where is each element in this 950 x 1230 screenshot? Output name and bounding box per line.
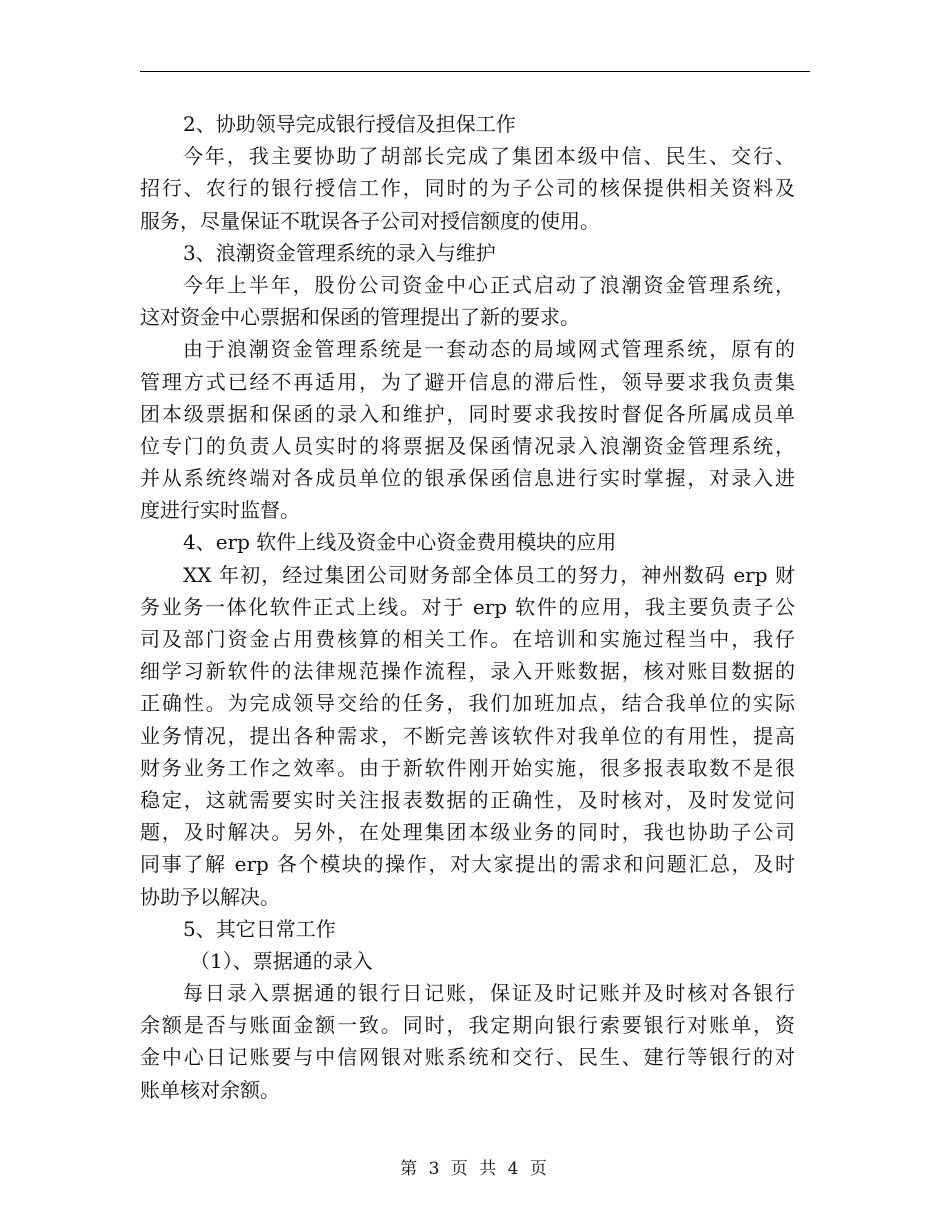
- text-line: 业务情况，提出各种需求，不断完善该软件对我单位的有用性，提高: [140, 723, 795, 748]
- text-line: 细学习新软件的法律规范操作流程，录入开账数据，核对账目数据的: [140, 659, 795, 684]
- text-line: 财务业务工作之效率。由于新软件刚开始实施，很多报表取数不是很: [140, 755, 795, 780]
- text-line: 稳定，这就需要实时关注报表数据的正确性，及时核对，及时发觉问: [140, 787, 795, 812]
- text-line: 余额是否与账面金额一致。同时，我定期向银行索要银行对账单，资: [140, 1013, 795, 1038]
- text-line: 位专门的负责人员实时的将票据及保函情况录入浪潮资金管理系统，: [140, 433, 795, 458]
- text-line: 同事了解 erp 各个模块的操作，对大家提出的需求和问题汇总，及时: [140, 852, 795, 877]
- text-line: 题，及时解决。另外，在处理集团本级业务的同时，我也协助子公司: [140, 820, 795, 845]
- text-line: 每日录入票据通的银行日记账，保证及时记账并及时核对各银行: [183, 981, 795, 1006]
- text-line: （1）、票据通的录入: [190, 948, 373, 973]
- text-line: 今年上半年，股份公司资金中心正式启动了浪潮资金管理系统，: [183, 272, 795, 297]
- text-line: 3、浪潮资金管理系统的录入与维护: [183, 240, 496, 265]
- text-line: 务业务一体化软件正式上线。对于 erp 软件的应用，我主要负责子公: [140, 594, 795, 619]
- text-line: 团本级票据和保函的录入和维护，同时要求我按时督促各所属成员单: [140, 401, 795, 426]
- text-line: 账单核对余额。: [140, 1077, 280, 1102]
- text-line: 招行、农行的银行授信工作，同时的为子公司的核保提供相关资料及: [140, 176, 795, 201]
- text-line: 正确性。为完成领导交给的任务，我们加班加点，结合我单位的实际: [140, 691, 795, 716]
- header-rule: [140, 71, 810, 72]
- text-line: 司及部门资金占用费核算的相关工作。在培训和实施过程当中，我仔: [140, 627, 795, 651]
- text-line: 今年，我主要协助了胡部长完成了集团本级中信、民生、交行、: [183, 144, 795, 169]
- text-line: 并从系统终端对各成员单位的银承保函信息进行实时掌握，对录入进: [140, 466, 795, 491]
- text-line: 4、erp 软件上线及资金中心资金费用模块的应用: [183, 530, 617, 555]
- document-body: [140, 108, 795, 1106]
- text-line: XX 年初，经过集团公司财务部全体员工的努力，神州数码 erp 财: [183, 562, 795, 587]
- text-line: 2、协助领导完成银行授信及担保工作: [183, 112, 516, 136]
- text-line: 服务，尽量保证不耽误各子公司对授信额度的使用。: [140, 208, 600, 233]
- text-line: 金中心日记账要与中信网银对账系统和交行、民生、建行等银行的对: [140, 1045, 795, 1070]
- text-line: 管理方式已经不再适用，为了避开信息的滞后性，领导要求我负责集: [140, 369, 795, 394]
- text-line: 由于浪潮资金管理系统是一套动态的局域网式管理系统，原有的: [183, 337, 795, 362]
- text-line: 5、其它日常工作: [183, 916, 336, 941]
- text-line: 这对资金中心票据和保函的管理提出了新的要求。: [140, 305, 580, 330]
- page-number: 第 3 页 共 4 页: [400, 1159, 550, 1179]
- text-line: 度进行实时监督。: [140, 498, 300, 523]
- text-line: 协助予以解决。: [140, 884, 280, 909]
